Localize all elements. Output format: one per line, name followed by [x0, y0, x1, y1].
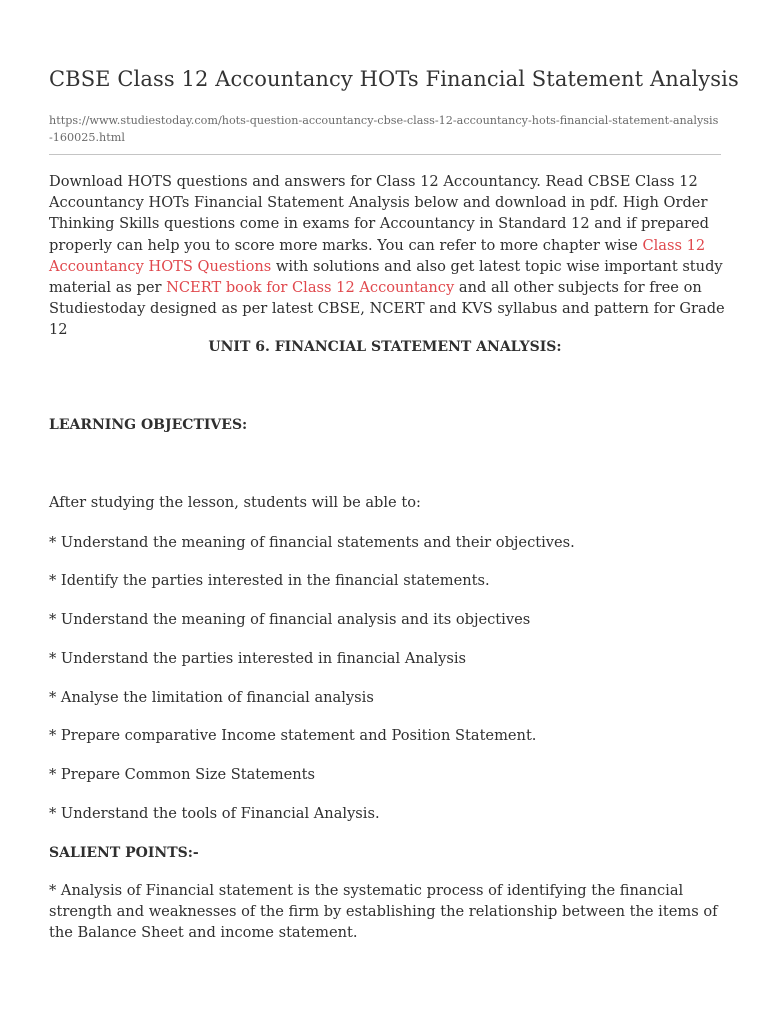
- objective-item: * Prepare Common Size Statements: [49, 766, 316, 783]
- class12-hots-link[interactable]: Class 12 Accountancy HOTS Questions: [49, 236, 706, 275]
- objective-item: * Understand the tools of Financial Analysis.: [49, 805, 380, 822]
- objective-item: * Understand the parties interested in financial Analysis: [49, 650, 467, 667]
- page-title: CBSE Class 12 Accountancy HOTs Financial Statement Analysis: [49, 67, 739, 91]
- unit-heading: UNIT 6. FINANCIAL STATEMENT ANALYSIS:: [208, 339, 562, 355]
- objective-item: * Understand the meaning of financial analysis and its objectives: [49, 611, 531, 628]
- objective-item: * Understand the meaning of financial statements and their objectives.: [49, 534, 575, 551]
- intro-text-3: and all other subjects for free on Studiestoday designed as per latest CBSE, NCERT and KVS syllabus and pattern for Grade 12: [49, 279, 725, 339]
- intro-text-2: with solutions and also get latest topic wise important study material as per: [49, 257, 723, 297]
- source-url: https://www.studiestoday.com/hots-question-accountancy-cbse-class-12-accountancy-hots-financial-statement-analysis-160025.html: [49, 114, 719, 144]
- objective-item: * Identify the parties interested in the financial statements.: [49, 572, 490, 589]
- divider: [49, 154, 721, 155]
- salient-point-item: * Analysis of Financial statement is the systematic process of identifying the financial strength and weaknesses of the firm by establishing the relationship between the items of the Balance Sheet and income statement.: [49, 882, 718, 942]
- intro-paragraph: [49, 171, 725, 341]
- learning-objectives-heading: LEARNING OBJECTIVES:: [49, 417, 248, 433]
- objective-item: * Analyse the limitation of financial analysis: [49, 689, 374, 706]
- salient-points-heading: SALIENT POINTS:-: [49, 845, 199, 861]
- intro-text-1: Download HOTS questions and answers for Class 12 Accountancy. Read CBSE Class 12 Accountancy HOTs Financial Statement Analysis below and download in pdf. High Order Thinking Skills questions come in exams for Accountancy in Standard 12 and if prepared properly can help you to score more marks. You can refer to more chapter wise: [49, 173, 709, 254]
- objective-item: * Prepare comparative Income statement and Position Statement.: [49, 727, 537, 744]
- ncert-book-link[interactable]: NCERT book for Class 12 Accountancy: [166, 279, 455, 297]
- objectives-intro: After studying the lesson, students will be able to:: [49, 494, 421, 511]
